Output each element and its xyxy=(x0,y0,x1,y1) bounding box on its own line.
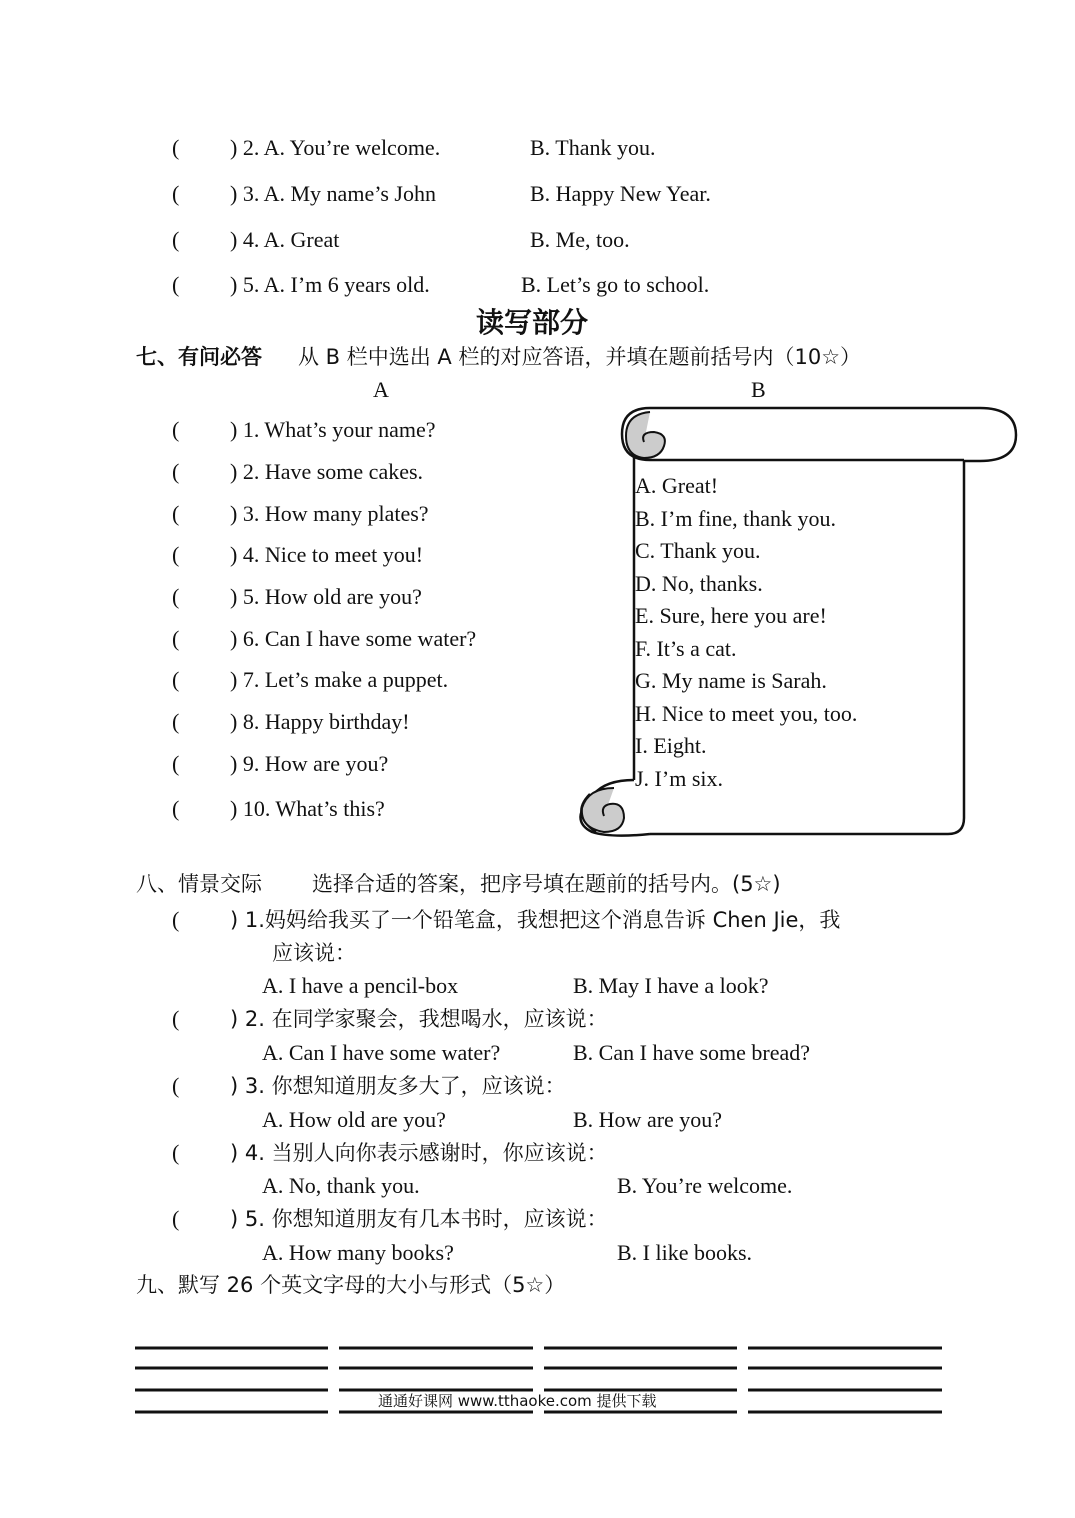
answer-paren: ( xyxy=(172,1073,180,1098)
question-item: ) 5. How old are you? xyxy=(230,584,422,609)
option-a: A. How many books? xyxy=(262,1240,454,1265)
option-a: A. I have a pencil-box xyxy=(262,973,459,998)
answer-paren: ( xyxy=(172,626,180,651)
option-a: A. No, thank you. xyxy=(262,1173,420,1198)
question-item: ) 3. How many plates? xyxy=(230,501,429,526)
answer-option: A. Great! xyxy=(635,473,719,498)
answer-option: H. Nice to meet you, too. xyxy=(635,701,858,726)
question-item: ) 6. Can I have some water? xyxy=(230,626,477,651)
answer-option: D. No, thanks. xyxy=(635,571,763,596)
answer-option: E. Sure, here you are! xyxy=(635,603,827,628)
answer-option: I. Eight. xyxy=(635,733,707,758)
answer-paren: ( xyxy=(172,907,180,932)
option-a: A. Can I have some water? xyxy=(262,1040,501,1065)
question-item: ) 4. Nice to meet you! xyxy=(230,542,424,567)
answer-paren: ( xyxy=(172,459,180,484)
column-b-label: B xyxy=(751,377,766,402)
option-b: B. Can I have some bread? xyxy=(573,1040,811,1065)
answer-paren: ( xyxy=(172,227,180,252)
answer-paren: ( xyxy=(172,501,180,526)
question-item: ) 4. A. Great xyxy=(230,227,340,252)
option-b: B. How are you? xyxy=(573,1107,723,1132)
question-item: ) 5. A. I’m 6 years old. xyxy=(230,272,430,297)
scenario-question: ) 3. 你想知道朋友多大了，应该说： xyxy=(230,1074,566,1098)
answer-paren: ( xyxy=(172,135,180,160)
answer-paren: ( xyxy=(172,1206,180,1231)
answer-paren: ( xyxy=(172,584,180,609)
scenario-question: ) 4. 当别人向你表示感谢时，你应该说： xyxy=(230,1141,608,1165)
answer-option: B. I’m fine, thank you. xyxy=(635,506,837,531)
option-b: B. Let’s go to school. xyxy=(521,272,710,297)
answer-option: G. My name is Sarah. xyxy=(635,668,827,693)
question-item: ) 2. A. You’re welcome. xyxy=(230,135,441,160)
question-item: ) 7. Let’s make a puppet. xyxy=(230,667,449,692)
section-7-heading: 七、有问必答 xyxy=(136,345,262,369)
section-7-instruction: 从 B 栏中选出 A 栏的对应答语，并填在题前括号内（10☆） xyxy=(298,345,862,369)
answer-paren: ( xyxy=(172,272,180,297)
question-item: ) 2. Have some cakes. xyxy=(230,459,424,484)
answer-paren: ( xyxy=(172,542,180,567)
answer-option: F. It’s a cat. xyxy=(635,636,737,661)
section-8-heading: 八、情景交际 xyxy=(136,872,262,896)
answer-paren: ( xyxy=(172,796,180,821)
option-b: B. Me, too. xyxy=(530,227,630,252)
option-a: A. How old are you? xyxy=(262,1107,446,1132)
option-b: B. May I have a look? xyxy=(573,973,769,998)
answer-option: C. Thank you. xyxy=(635,538,761,563)
answer-paren: ( xyxy=(172,667,180,692)
option-b: B. Happy New Year. xyxy=(530,181,711,206)
question-item: ) 8. Happy birthday! xyxy=(230,709,410,734)
scenario-question: ) 1.妈妈给我买了一个铅笔盒，我想把这个消息告诉 Chen Jie，我 xyxy=(230,908,841,932)
answer-paren: ( xyxy=(172,417,180,442)
question-item: ) 10. What’s this? xyxy=(230,796,385,821)
option-b: B. Thank you. xyxy=(530,135,656,160)
section-title: 读写部分 xyxy=(476,306,589,339)
footer-credit: 通通好课网 www.tthaoke.com 提供下载 xyxy=(378,1392,657,1410)
section-9-heading: 九、默写 26 个英文字母的大小与形式（5☆） xyxy=(136,1273,566,1297)
answer-option: J. I’m six. xyxy=(635,766,723,791)
scenario-question: ) 2. 在同学家聚会，我想喝水，应该说： xyxy=(230,1007,608,1031)
question-item: ) 9. How are you? xyxy=(230,751,389,776)
section-8-instruction: 选择合适的答案，把序号填在题前的括号内。(5☆) xyxy=(312,872,781,896)
answer-paren: ( xyxy=(172,181,180,206)
answer-paren: ( xyxy=(172,1140,180,1165)
answer-paren: ( xyxy=(172,709,180,734)
scenario-question-cont: 应该说： xyxy=(272,941,356,965)
scenario-question: ) 5. 你想知道朋友有几本书时，应该说： xyxy=(230,1207,608,1231)
column-a-label: A xyxy=(373,377,389,402)
answer-paren: ( xyxy=(172,751,180,776)
question-item: ) 1. What’s your name? xyxy=(230,417,436,442)
option-b: B. I like books. xyxy=(617,1240,753,1265)
answer-paren: ( xyxy=(172,1006,180,1031)
option-b: B. You’re welcome. xyxy=(617,1173,793,1198)
question-item: ) 3. A. My name’s John xyxy=(230,181,436,206)
